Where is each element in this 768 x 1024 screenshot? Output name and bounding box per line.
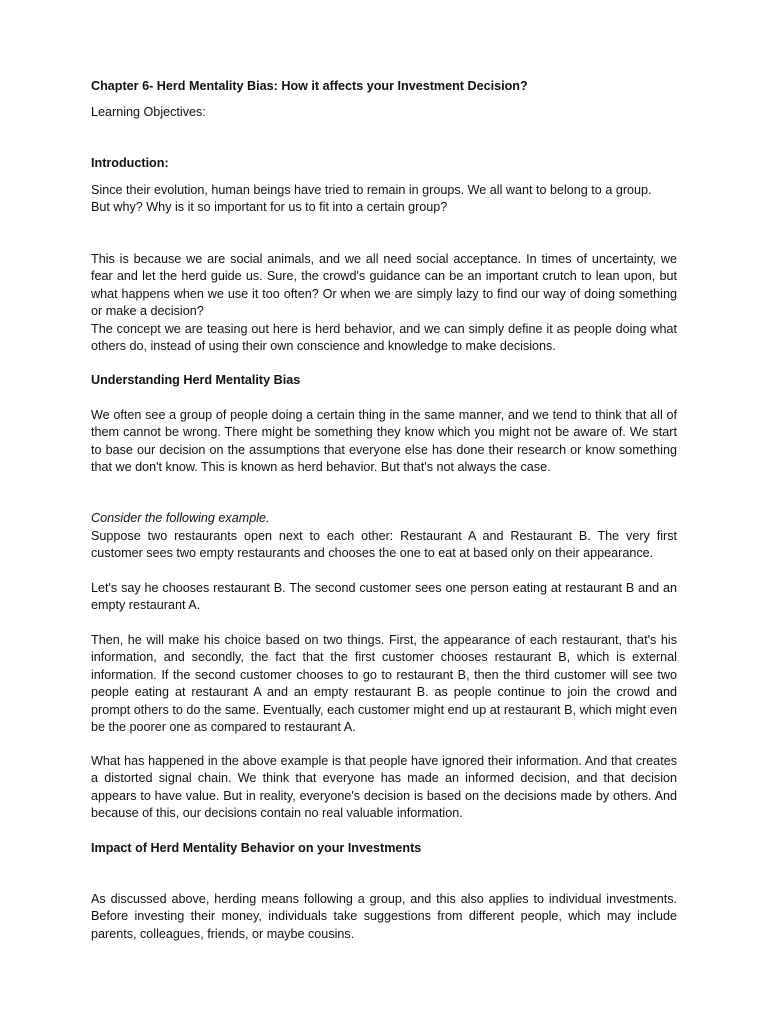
- example-paragraph-1: Suppose two restaurants open next to each other: Restaurant A and Restaurant B. The very first customer sees two empty restaurants and chooses the one to eat at based only on their appearance.: [91, 529, 677, 561]
- introduction-heading: Introduction:: [91, 156, 169, 170]
- example-paragraph-4: What has happened in the above example is that people have ignored their information. And that creates a distorted signal chain. We think that everyone has made an informed decision, and that decision appears to have value. But in reality, everyone's decision is based on the decisions made by others. And because of this, our decisions contain no real valuable information.: [91, 754, 677, 821]
- intro-p1-line-2: But why? Why is it so important for us to fit into a certain group?: [91, 200, 448, 215]
- intro-paragraph-2: [91, 251, 677, 355]
- document-page: [91, 0, 677, 1024]
- example-intro: Consider the following example.: [91, 511, 270, 525]
- impact-heading: Impact of Herd Mentality Behavior on your Investments: [91, 841, 422, 855]
- example-paragraph-2: Let's say he chooses restaurant B. The second customer sees one person eating at restaurant B and an empty restaurant A.: [91, 581, 677, 613]
- learning-objectives-label: Learning Objectives:: [91, 105, 206, 119]
- understanding-paragraph: We often see a group of people doing a certain thing in the same manner, and we tend to think that all of them cannot be wrong. There might be something they know which you might not be aware of. We start to base our decision on the assumptions that everyone else has done their research or know something that we don't know. This is known as herd behavior. But that's not always the case.: [91, 408, 677, 475]
- intro-p2-line-2: The concept we are teasing out here is herd behavior, and we can simply define it as people doing what others do, instead of using their own conscience and knowledge to make decisions.: [91, 321, 677, 354]
- example-paragraph-3: Then, he will make his choice based on two things. First, the appearance of each restaurant, that's his information, and secondly, the fact that the first customer chooses restaurant B, which is external information. If the second customer chooses to go to restaurant B, then the third customer will see two people eating at restaurant A and an empty restaurant B. as people continue to join the crowd and prompt others to do the same. Eventually, each customer might end up at restaurant B, which might even be the poorer one as compared to restaurant A.: [91, 633, 677, 735]
- intro-p2-line-1: This is because we are social animals, and we all need social acceptance. In times of uncertainty, we fear and let the herd guide us. Sure, the crowd's guidance can be an important crutch to lean upon, but what happens when we use it too often? Or when we are simply lazy to find our way of doing something or make a decision?: [91, 252, 677, 319]
- impact-paragraph: As discussed above, herding means following a group, and this also applies to individual investments. Before investing their money, individuals take suggestions from different people, which may include parents, colleagues, friends, or maybe cousins.: [91, 892, 677, 941]
- intro-paragraph-1: [91, 182, 677, 217]
- intro-p1-line-1: Since their evolution, human beings have tried to remain in groups. We all want to belong to a group.: [91, 183, 652, 197]
- chapter-title: Chapter 6- Herd Mentality Bias: How it affects your Investment Decision?: [91, 79, 528, 93]
- understanding-heading: Understanding Herd Mentality Bias: [91, 373, 301, 387]
